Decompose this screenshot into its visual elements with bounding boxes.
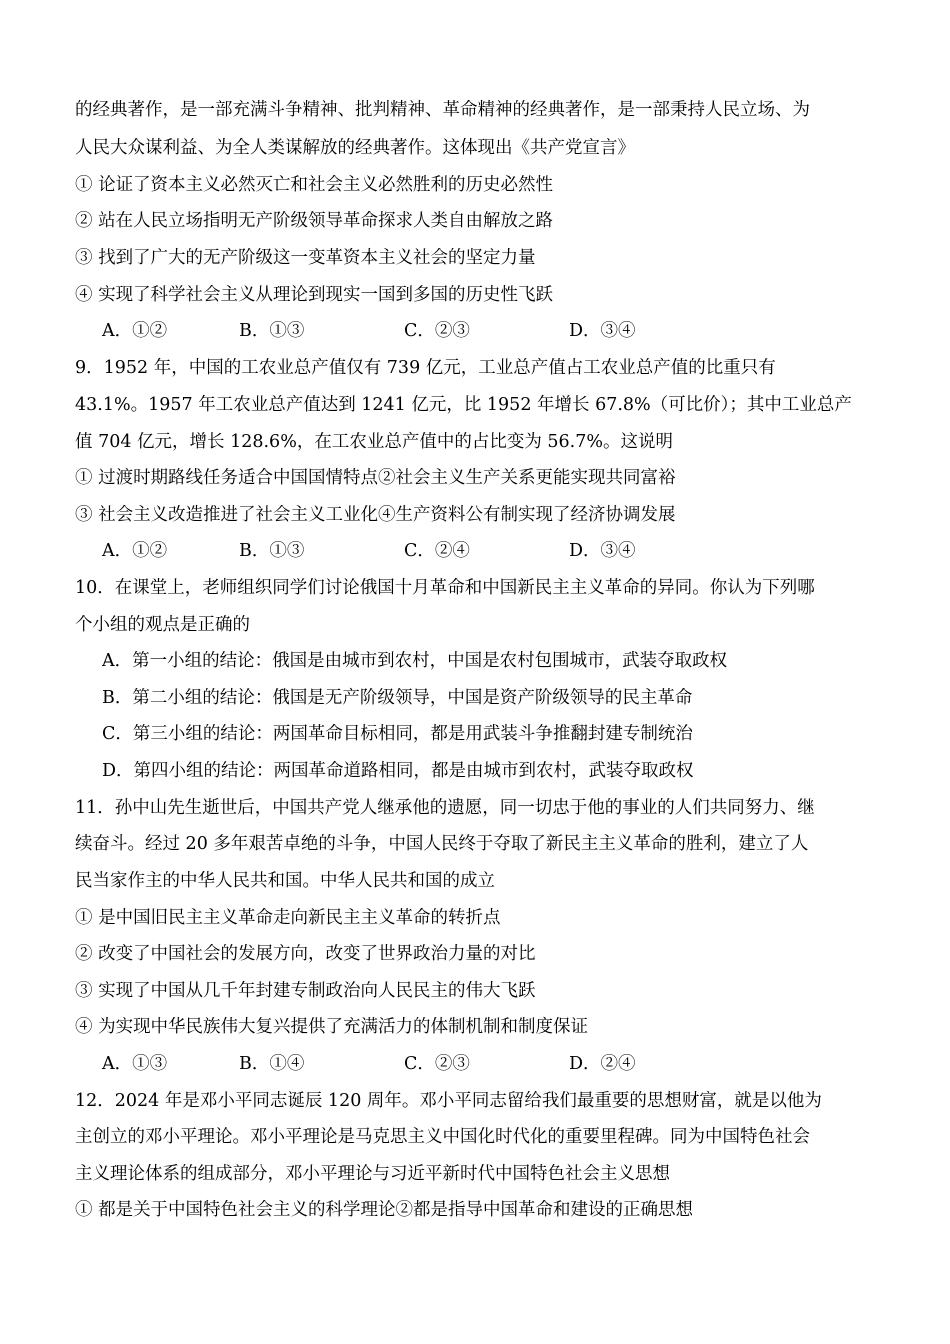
q12-stem-line-2: 主创立的邓小平理论。邓小平理论是马克思主义中国化时代化的重要里程碑。同为中国特色社会 [75,1127,810,1147]
q9-stem-line-1: 9．1952 年，中国的工农业总产值仅有 739 亿元，工业总产值占工农业总产值的比重只有 [75,358,776,378]
q11-statement-2: ② 改变了中国社会的发展方向，改变了世界政治力量的对比 [75,944,536,964]
q9-stem-line-3: 值 704 亿元，增长 128.6%，在工农业总产值中的占比变为 56.7%。这说明 [75,432,673,452]
q11-option-a: A．①③ [102,1054,168,1074]
q11-stem-line-1: 11．孙中山先生逝世后，中国共产党人继承他的遗愿，同一切忠于他的事业的人们共同努力、继 [75,798,815,818]
q10-option-b: B．第二小组的结论：俄国是无产阶级领导，中国是资产阶级领导的民主革命 [102,688,693,708]
q11-stem-line-3: 民当家作主的中华人民共和国。中华人民共和国的成立 [75,871,495,891]
q8-stem-line-2: 人民大众谋利益、为全人类谋解放的经典著作。这体现出《共产党宣言》 [75,138,635,158]
q8-stem-line-1: 的经典著作，是一部充满斗争精神、批判精神、革命精神的经典著作，是一部秉持人民立场、为 [75,100,810,120]
q9-stem-line-2: 43.1%。1957 年工农业总产值达到 1241 亿元，比 1952 年增长 67.8%（可比价）；其中工业总产 [75,395,852,415]
q8-option-c: C．②③ [404,321,470,341]
q8-statement-2: ② 站在人民立场指明无产阶级领导革命探求人类自由解放之路 [75,211,554,231]
q9-option-c: C．②④ [404,541,470,561]
q12-stem-line-1: 12．2024 年是邓小平同志诞辰 120 周年。邓小平同志留给我们最重要的思想财富，就是以他为 [75,1091,822,1111]
q8-option-d: D．③④ [569,321,636,341]
q11-option-d: D．②④ [569,1054,636,1074]
q12-stem-line-3: 主义理论体系的组成部分，邓小平理论与习近平新时代中国特色社会主义思想 [75,1164,670,1184]
q11-statement-3: ③ 实现了中国从几千年封建专制政治向人民民主的伟大飞跃 [75,981,536,1001]
q11-option-c: C．②③ [404,1054,470,1074]
q9-statements-2: ③ 社会主义改造推进了社会主义工业化④生产资料公有制实现了经济协调发展 [75,505,676,525]
q11-statement-1: ① 是中国旧民主主义革命走向新民主主义革命的转折点 [75,908,501,928]
q10-stem-line-2: 个小组的观点是正确的 [75,615,250,635]
q10-option-d: D．第四小组的结论：两国革命道路相同，都是由城市到农村，武装夺取政权 [102,761,694,781]
q9-option-d: D．③④ [569,541,636,561]
q10-option-a: A．第一小组的结论：俄国是由城市到农村，中国是农村包围城市，武装夺取政权 [102,651,728,671]
q10-option-c: C．第三小组的结论：两国革命目标相同，都是用武装斗争推翻封建专制统治 [102,724,693,744]
q9-statements-1: ① 过渡时期路线任务适合中国国情特点②社会主义生产关系更能实现共同富裕 [75,468,676,488]
q8-option-a: A．①② [102,321,168,341]
q8-statement-4: ④ 实现了科学社会主义从理论到现实一国到多国的历史性飞跃 [75,285,554,305]
q11-statement-4: ④ 为实现中华民族伟大复兴提供了充满活力的体制机制和制度保证 [75,1017,589,1037]
q12-statements-1: ① 都是关于中国特色社会主义的科学理论②都是指导中国革命和建设的正确思想 [75,1200,694,1220]
q8-statement-3: ③ 找到了广大的无产阶级这一变革资本主义社会的坚定力量 [75,248,536,268]
q8-option-b: B．①③ [239,321,305,341]
q9-option-b: B．①③ [239,541,305,561]
q11-option-b: B．①④ [239,1054,305,1074]
q11-stem-line-2: 续奋斗。经过 20 多年艰苦卓绝的斗争，中国人民终于夺取了新民主主义革命的胜利，建立了人 [75,834,809,854]
q10-stem-line-1: 10．在课堂上，老师组织同学们讨论俄国十月革命和中国新民主主义革命的异同。你认为下列哪 [75,578,815,598]
q8-statement-1: ① 论证了资本主义必然灭亡和社会主义必然胜利的历史必然性 [75,175,554,195]
q9-option-a: A．①② [102,541,168,561]
